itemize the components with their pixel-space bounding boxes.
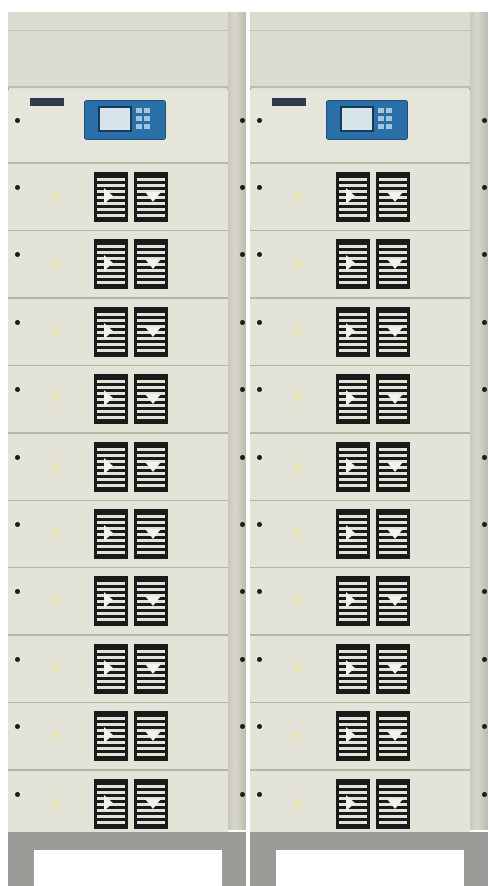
control-panel[interactable] — [84, 100, 166, 140]
screw-dot-icon — [15, 792, 20, 797]
fan-grille-icon — [336, 711, 370, 761]
airflow-arrow-icon — [104, 390, 113, 406]
power-module — [250, 434, 470, 502]
airflow-arrow-icon — [104, 525, 113, 541]
airflow-arrow-icon — [387, 799, 403, 809]
fan-grille-icon — [94, 307, 128, 357]
power-module — [250, 366, 470, 434]
airflow-arrow-icon — [346, 592, 355, 608]
screw-dot-icon — [240, 657, 245, 662]
fan-grille-icon — [134, 374, 168, 424]
screw-dot-icon — [240, 118, 245, 123]
fan-grille-icon — [94, 644, 128, 694]
fan-grille-icon — [94, 509, 128, 559]
airflow-arrow-icon — [145, 529, 161, 539]
cabinet-base — [250, 832, 488, 886]
fan-grille-icon — [134, 644, 168, 694]
power-module — [250, 501, 470, 569]
power-module — [8, 501, 228, 569]
fan-grille-icon — [134, 779, 168, 829]
power-module — [8, 366, 228, 434]
airflow-arrow-icon — [145, 731, 161, 741]
fan-grille-icon — [94, 711, 128, 761]
power-module — [250, 703, 470, 771]
controller-unit — [8, 90, 228, 164]
power-module — [8, 164, 228, 232]
screw-dot-icon — [482, 792, 487, 797]
cabinet-top-cap — [250, 12, 470, 88]
power-module — [250, 568, 470, 636]
panel-key[interactable] — [144, 124, 150, 129]
airflow-arrow-icon — [387, 596, 403, 606]
led-indicator — [294, 394, 302, 402]
led-indicator — [52, 394, 60, 402]
controller-unit — [250, 90, 470, 164]
cabinet-2 — [250, 12, 488, 830]
logo-badge — [30, 98, 64, 106]
logo-badge — [272, 98, 306, 106]
screw-dot-icon — [482, 657, 487, 662]
fan-grille-icon — [376, 307, 410, 357]
screw-dot-icon — [257, 455, 262, 460]
panel-key[interactable] — [386, 116, 392, 121]
panel-key[interactable] — [136, 124, 142, 129]
fan-grille-icon — [376, 576, 410, 626]
airflow-arrow-icon — [104, 660, 113, 676]
screw-dot-icon — [240, 522, 245, 527]
panel-key[interactable] — [378, 124, 384, 129]
power-module — [8, 434, 228, 502]
fan-grille-icon — [134, 307, 168, 357]
power-module — [8, 703, 228, 771]
base-opening — [276, 850, 464, 886]
fan-grille-icon — [376, 711, 410, 761]
power-module — [8, 771, 228, 839]
screw-dot-icon — [482, 455, 487, 460]
fan-grille-icon — [134, 576, 168, 626]
fan-grille-icon — [336, 576, 370, 626]
fan-grille-icon — [336, 239, 370, 289]
airflow-arrow-icon — [387, 731, 403, 741]
airflow-arrow-icon — [104, 727, 113, 743]
airflow-arrow-icon — [104, 188, 113, 204]
airflow-arrow-icon — [104, 458, 113, 474]
led-indicator — [294, 327, 302, 335]
airflow-arrow-icon — [346, 323, 355, 339]
top-cap-seam — [8, 30, 228, 31]
led-indicator — [294, 192, 302, 200]
panel-key[interactable] — [386, 124, 392, 129]
power-module — [250, 231, 470, 299]
control-panel[interactable] — [326, 100, 408, 140]
airflow-arrow-icon — [346, 660, 355, 676]
led-indicator — [52, 462, 60, 470]
panel-key[interactable] — [144, 108, 150, 113]
screw-dot-icon — [15, 522, 20, 527]
screw-dot-icon — [15, 185, 20, 190]
power-module — [250, 164, 470, 232]
airflow-arrow-icon — [346, 458, 355, 474]
screw-dot-icon — [257, 522, 262, 527]
power-module — [250, 299, 470, 367]
control-panel-keys[interactable] — [378, 108, 392, 130]
cabinet-base — [8, 832, 246, 886]
fan-grille-icon — [376, 644, 410, 694]
power-module — [250, 771, 470, 839]
airflow-arrow-icon — [145, 462, 161, 472]
screw-dot-icon — [15, 455, 20, 460]
panel-key[interactable] — [378, 108, 384, 113]
screw-dot-icon — [482, 320, 487, 325]
airflow-arrow-icon — [387, 192, 403, 202]
airflow-arrow-icon — [346, 525, 355, 541]
led-indicator — [294, 529, 302, 537]
fan-grille-icon — [94, 442, 128, 492]
control-panel-screen — [98, 106, 132, 132]
led-indicator — [52, 192, 60, 200]
airflow-arrow-icon — [387, 259, 403, 269]
airflow-arrow-icon — [104, 323, 113, 339]
screw-dot-icon — [240, 320, 245, 325]
screw-dot-icon — [257, 320, 262, 325]
screw-dot-icon — [15, 320, 20, 325]
cabinet-1 — [8, 12, 246, 830]
led-indicator — [294, 596, 302, 604]
led-indicator — [294, 462, 302, 470]
cabinet-side-strip — [227, 12, 246, 830]
airflow-arrow-icon — [104, 592, 113, 608]
screw-dot-icon — [240, 455, 245, 460]
fan-grille-icon — [94, 172, 128, 222]
fan-grille-icon — [134, 172, 168, 222]
led-indicator — [52, 596, 60, 604]
led-indicator — [52, 259, 60, 267]
panel-key[interactable] — [386, 108, 392, 113]
screw-dot-icon — [257, 185, 262, 190]
airflow-arrow-icon — [104, 795, 113, 811]
fan-grille-icon — [376, 172, 410, 222]
airflow-arrow-icon — [387, 529, 403, 539]
airflow-arrow-icon — [346, 188, 355, 204]
control-panel-screen — [340, 106, 374, 132]
airflow-arrow-icon — [145, 192, 161, 202]
screw-dot-icon — [240, 792, 245, 797]
airflow-arrow-icon — [145, 664, 161, 674]
fan-grille-icon — [376, 779, 410, 829]
fan-grille-icon — [336, 779, 370, 829]
fan-grille-icon — [94, 779, 128, 829]
airflow-arrow-icon — [104, 255, 113, 271]
panel-key[interactable] — [136, 116, 142, 121]
fan-grille-icon — [376, 509, 410, 559]
led-indicator — [52, 731, 60, 739]
screw-dot-icon — [240, 185, 245, 190]
airflow-arrow-icon — [145, 327, 161, 337]
power-module — [8, 299, 228, 367]
cabinet-side-strip — [469, 12, 488, 830]
fan-grille-icon — [134, 711, 168, 761]
screw-dot-icon — [257, 118, 262, 123]
airflow-arrow-icon — [346, 727, 355, 743]
led-indicator — [52, 529, 60, 537]
airflow-arrow-icon — [145, 799, 161, 809]
power-module — [8, 636, 228, 704]
airflow-arrow-icon — [145, 596, 161, 606]
airflow-arrow-icon — [346, 390, 355, 406]
power-module — [8, 568, 228, 636]
fan-grille-icon — [134, 509, 168, 559]
airflow-arrow-icon — [145, 259, 161, 269]
base-opening — [34, 850, 222, 886]
led-indicator — [294, 664, 302, 672]
cabinet-top-cap — [8, 12, 228, 88]
fan-grille-icon — [336, 374, 370, 424]
screw-dot-icon — [482, 118, 487, 123]
control-panel-keys[interactable] — [136, 108, 150, 130]
screw-dot-icon — [482, 522, 487, 527]
fan-grille-icon — [336, 172, 370, 222]
fan-grille-icon — [94, 239, 128, 289]
led-indicator — [294, 799, 302, 807]
fan-grille-icon — [336, 307, 370, 357]
fan-grille-icon — [376, 239, 410, 289]
screw-dot-icon — [257, 792, 262, 797]
screw-dot-icon — [15, 657, 20, 662]
power-module — [250, 636, 470, 704]
fan-grille-icon — [94, 576, 128, 626]
fan-grille-icon — [94, 374, 128, 424]
led-indicator — [52, 799, 60, 807]
airflow-arrow-icon — [387, 394, 403, 404]
fan-grille-icon — [134, 442, 168, 492]
panel-key[interactable] — [144, 116, 150, 121]
fan-grille-icon — [376, 374, 410, 424]
led-indicator — [294, 259, 302, 267]
led-indicator — [52, 327, 60, 335]
screw-dot-icon — [15, 118, 20, 123]
power-module — [8, 231, 228, 299]
airflow-arrow-icon — [387, 664, 403, 674]
fan-grille-icon — [336, 644, 370, 694]
airflow-arrow-icon — [387, 327, 403, 337]
panel-key[interactable] — [378, 116, 384, 121]
airflow-arrow-icon — [387, 462, 403, 472]
airflow-arrow-icon — [145, 394, 161, 404]
airflow-arrow-icon — [346, 795, 355, 811]
fan-grille-icon — [376, 442, 410, 492]
fan-grille-icon — [336, 442, 370, 492]
led-indicator — [52, 664, 60, 672]
led-indicator — [294, 731, 302, 739]
panel-key[interactable] — [136, 108, 142, 113]
airflow-arrow-icon — [346, 255, 355, 271]
top-cap-seam — [250, 30, 470, 31]
screw-dot-icon — [482, 185, 487, 190]
fan-grille-icon — [134, 239, 168, 289]
screw-dot-icon — [257, 657, 262, 662]
fan-grille-icon — [336, 509, 370, 559]
